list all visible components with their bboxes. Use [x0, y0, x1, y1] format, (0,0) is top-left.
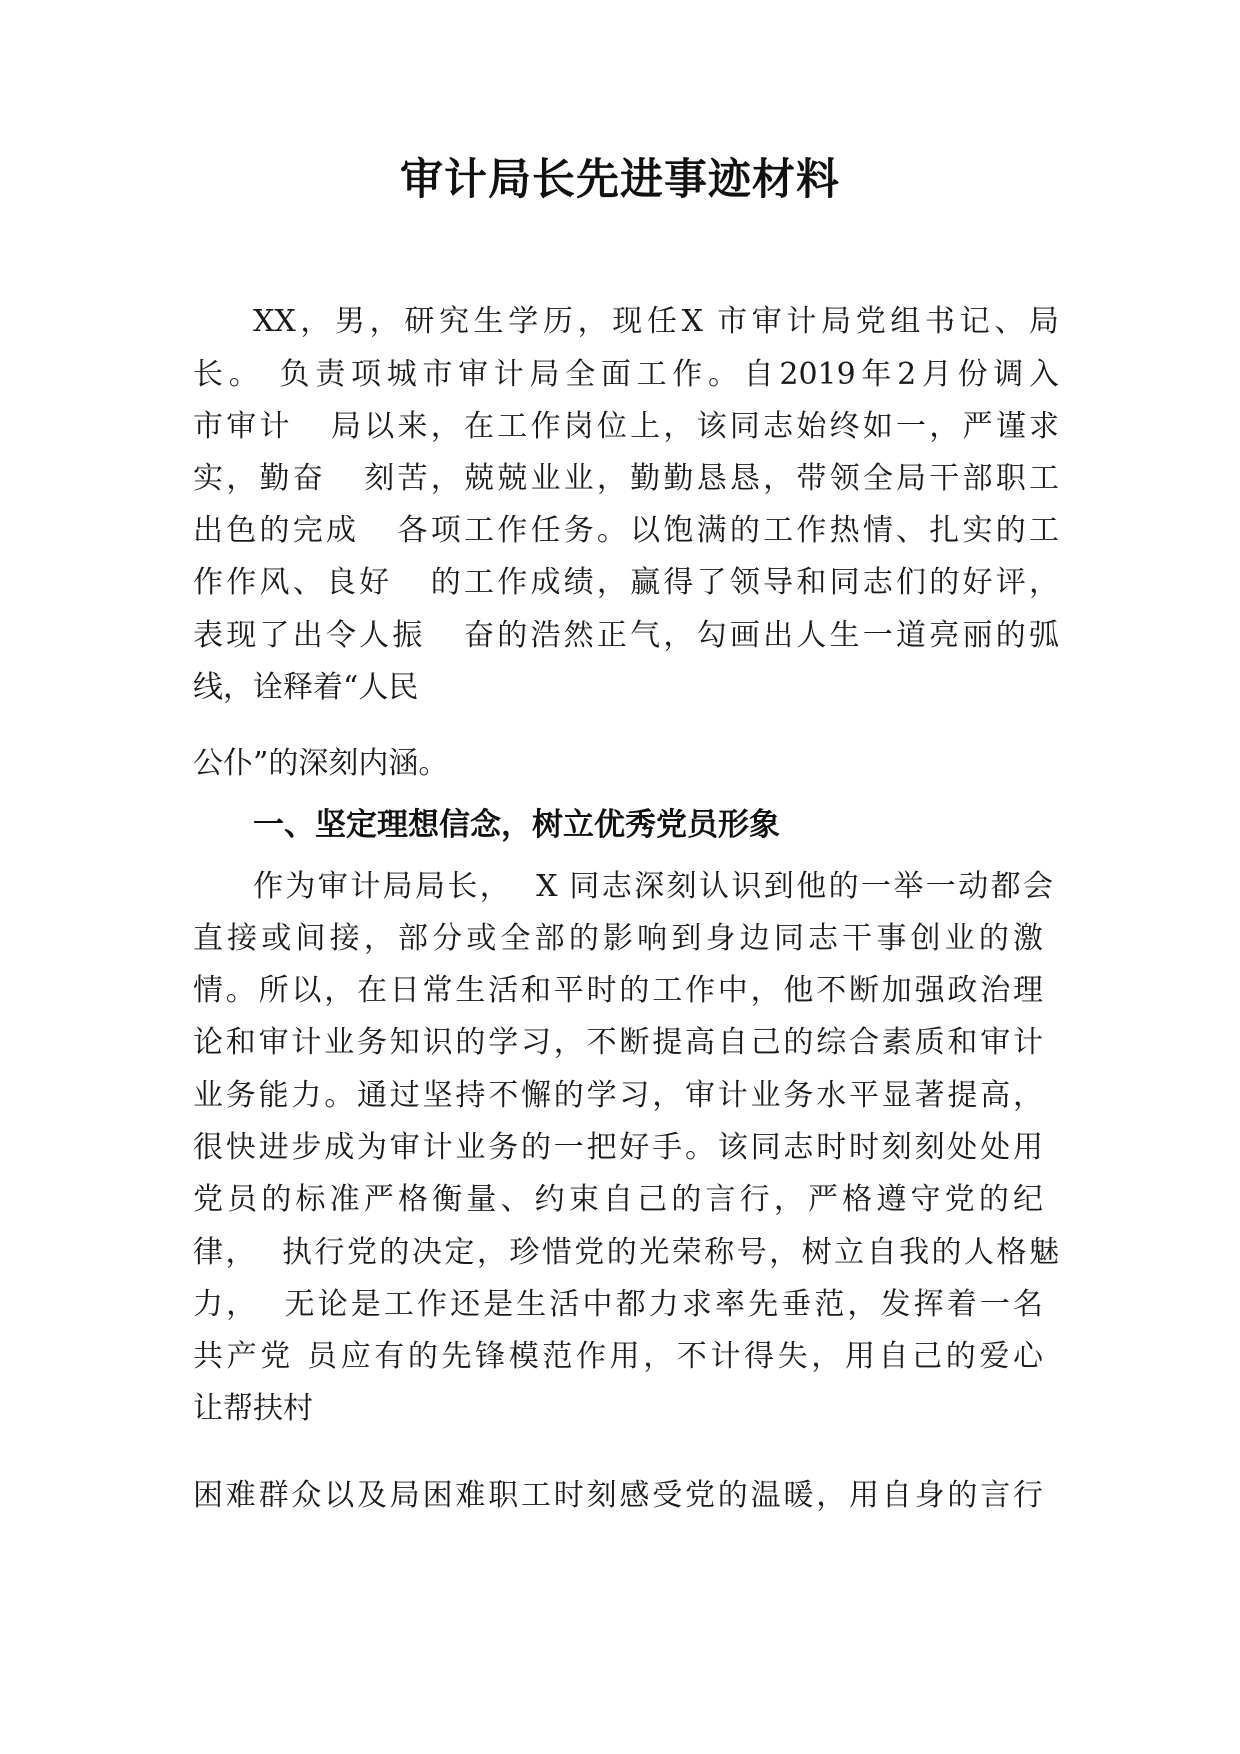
paragraph-2-line-9: 力， 无论是工作还是生活中都力求率先垂范，发挥着一名 — [193, 1287, 1043, 1322]
paragraph-2-line-1: 作为审计局局长， X 同志深刻认识到他的一举一动都会 — [253, 869, 1053, 904]
paragraph-2-line-5: 业务能力。通过坚持不懈的学习，审计业务水平显著提高， — [193, 1078, 1043, 1113]
paragraph-1-line-6: 作作风、良好 的工作成绩，赢得了领导和同志们的好评， — [193, 565, 1059, 600]
paragraph-1-line-3: 市审计 局以来，在工作岗位上，该同志始终如一，严谨求 — [193, 409, 1059, 444]
paragraph-2-line-11: 让帮扶村 — [193, 1391, 313, 1426]
paragraph-1-line-8: 线，诠释着“人民 — [193, 670, 419, 705]
paragraph-2-line-8: 律， 执行党的决定，珍惜党的光荣称号，树立自我的人格魅 — [193, 1235, 1059, 1270]
document-title: 审计局长先进事迹材料 — [400, 155, 840, 205]
paragraph-1-line-7: 表现了出令人振 奋的浩然正气，勾画出人生一道亮丽的弧 — [193, 618, 1059, 653]
paragraph-2-line-7: 党员的标准严格衡量、约束自己的言行，严格遵守党的纪 — [193, 1182, 1043, 1217]
paragraph-1-line-5: 出色的完成 各项工作任务。以饱满的工作热情、扎实的工 — [193, 513, 1059, 548]
paragraph-2-line-6: 很快进步成为审计业务的一把好手。该同志时时刻刻处处用 — [193, 1130, 1043, 1165]
paragraph-2-line-2: 直接或间接，部分或全部的影响到身边同志干事创业的激 — [193, 921, 1043, 956]
paragraph-2-line-10: 共产党 员应有的先锋模范作用，不计得失，用自己的爱心 — [193, 1339, 1043, 1374]
section-heading: 一、坚定理想信念，树立优秀党员形象 — [253, 807, 780, 843]
paragraph-1-line-1: XX，男，研究生学历，现任X 市审计局党组书记、局 — [253, 304, 1059, 339]
paragraph-2-line-4: 论和审计业务知识的学习，不断提高自己的综合素质和审计 — [193, 1025, 1043, 1060]
paragraph-1-line-9: 公仆”的深刻内涵。 — [193, 746, 449, 781]
paragraph-1-line-2: 长。 负责项城市审计局全面工作。自2019年2月份调入 — [193, 357, 1059, 392]
paragraph-2-line-3: 情。所以，在日常生活和平时的工作中，他不断加强政治理 — [193, 973, 1043, 1008]
paragraph-1-line-4: 实，勤奋 刻苦，兢兢业业，勤勤恳恳，带领全局干部职工 — [193, 461, 1059, 496]
paragraph-2-line-12: 困难群众以及局困难职工时刻感受党的温暖，用自身的言行 — [193, 1478, 1043, 1513]
